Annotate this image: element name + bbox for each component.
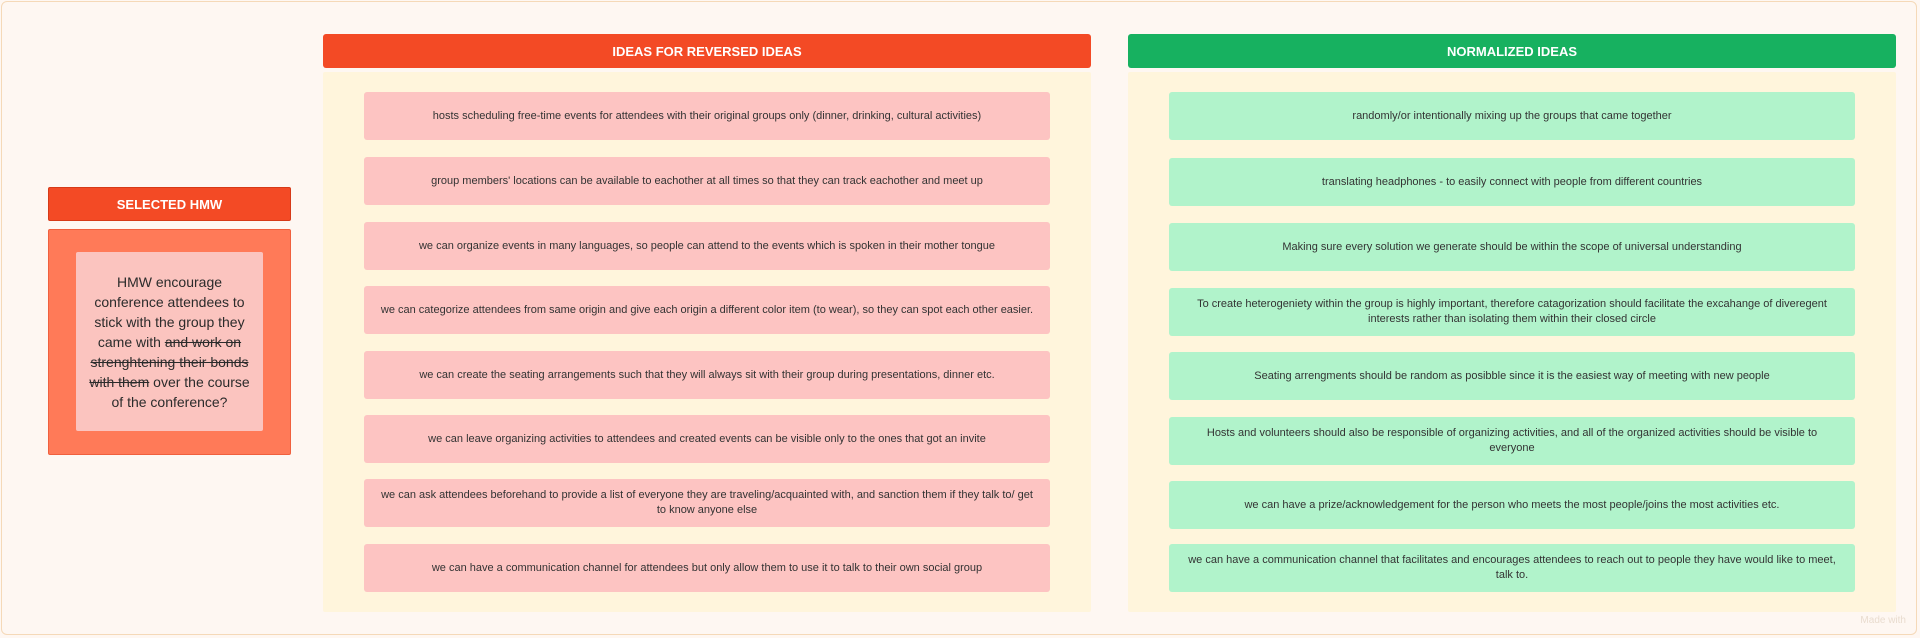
reversed-ideas-header: IDEAS FOR REVERSED IDEAS: [323, 34, 1091, 68]
normalized-ideas-column: [1128, 72, 1896, 612]
normalized-idea-card-4[interactable]: To create heterogeniety within the group is highly important, therefore catagorization should facilitate the excahange of diveregent interests rather than isolating them within their closed circle: [1169, 288, 1855, 336]
normalized-idea-card-1[interactable]: randomly/or intentionally mixing up the groups that came together: [1169, 92, 1855, 140]
reversed-idea-card-6[interactable]: we can leave organizing activities to attendees and created events can be visible only to the ones that got an invite: [364, 415, 1050, 463]
selected-hmw-header: SELECTED HMW: [48, 187, 291, 221]
normalized-idea-card-3[interactable]: Making sure every solution we generate should be within the scope of universal understanding: [1169, 223, 1855, 271]
reversed-idea-card-7[interactable]: we can ask attendees beforehand to provide a list of everyone they are traveling/acquainted with, and sanction them if they talk to/ get to know anyone else: [364, 479, 1050, 527]
hmw-text-after: over the course of the conference?: [111, 373, 250, 410]
watermark: Made with: [1860, 615, 1906, 626]
normalized-idea-card-5[interactable]: Seating arrengments should be random as posibble since it is the easiest way of meeting with new people: [1169, 352, 1855, 400]
reversed-idea-card-4[interactable]: we can categorize attendees from same origin and give each origin a different color item (to wear), so they can spot each other easier.: [364, 286, 1050, 334]
reversed-ideas-column: [323, 72, 1091, 612]
normalized-ideas-header: NORMALIZED IDEAS: [1128, 34, 1896, 68]
reversed-idea-card-1[interactable]: hosts scheduling free-time events for attendees with their original groups only (dinner, drinking, cultural activities): [364, 92, 1050, 140]
hmw-text-before: HMW encourage conference attendees to stick with the group they came with: [94, 273, 245, 350]
normalized-idea-card-7[interactable]: we can have a prize/acknowledgement for the person who meets the most people/joins the most activities etc.: [1169, 481, 1855, 529]
normalized-idea-card-2[interactable]: translating headphones - to easily connect with people from different countries: [1169, 158, 1855, 206]
reversed-idea-card-2[interactable]: group members' locations can be available to eachother at all times so that they can track eachother and meet up: [364, 157, 1050, 205]
reversed-idea-card-5[interactable]: we can create the seating arrangements such that they will always sit with their group during presentations, dinner etc.: [364, 351, 1050, 399]
reversed-idea-card-3[interactable]: we can organize events in many languages, so people can attend to the events which is spoken in their mother tongue: [364, 222, 1050, 270]
selected-hmw-sticky-note[interactable]: [76, 252, 263, 431]
normalized-idea-card-6[interactable]: Hosts and volunteers should also be responsible of organizing activities, and all of the organized activities should be visible to everyone: [1169, 417, 1855, 465]
selected-hmw-text: [86, 272, 253, 412]
normalized-idea-card-8[interactable]: we can have a communication channel that facilitates and encourages attendees to reach out to people they have would like to meet, talk to.: [1169, 544, 1855, 592]
hmw-text-struck: and work on strenghtening their bonds with them: [89, 333, 249, 390]
reversed-idea-card-8[interactable]: we can have a communication channel for attendees but only allow them to use it to talk to their own social group: [364, 544, 1050, 592]
